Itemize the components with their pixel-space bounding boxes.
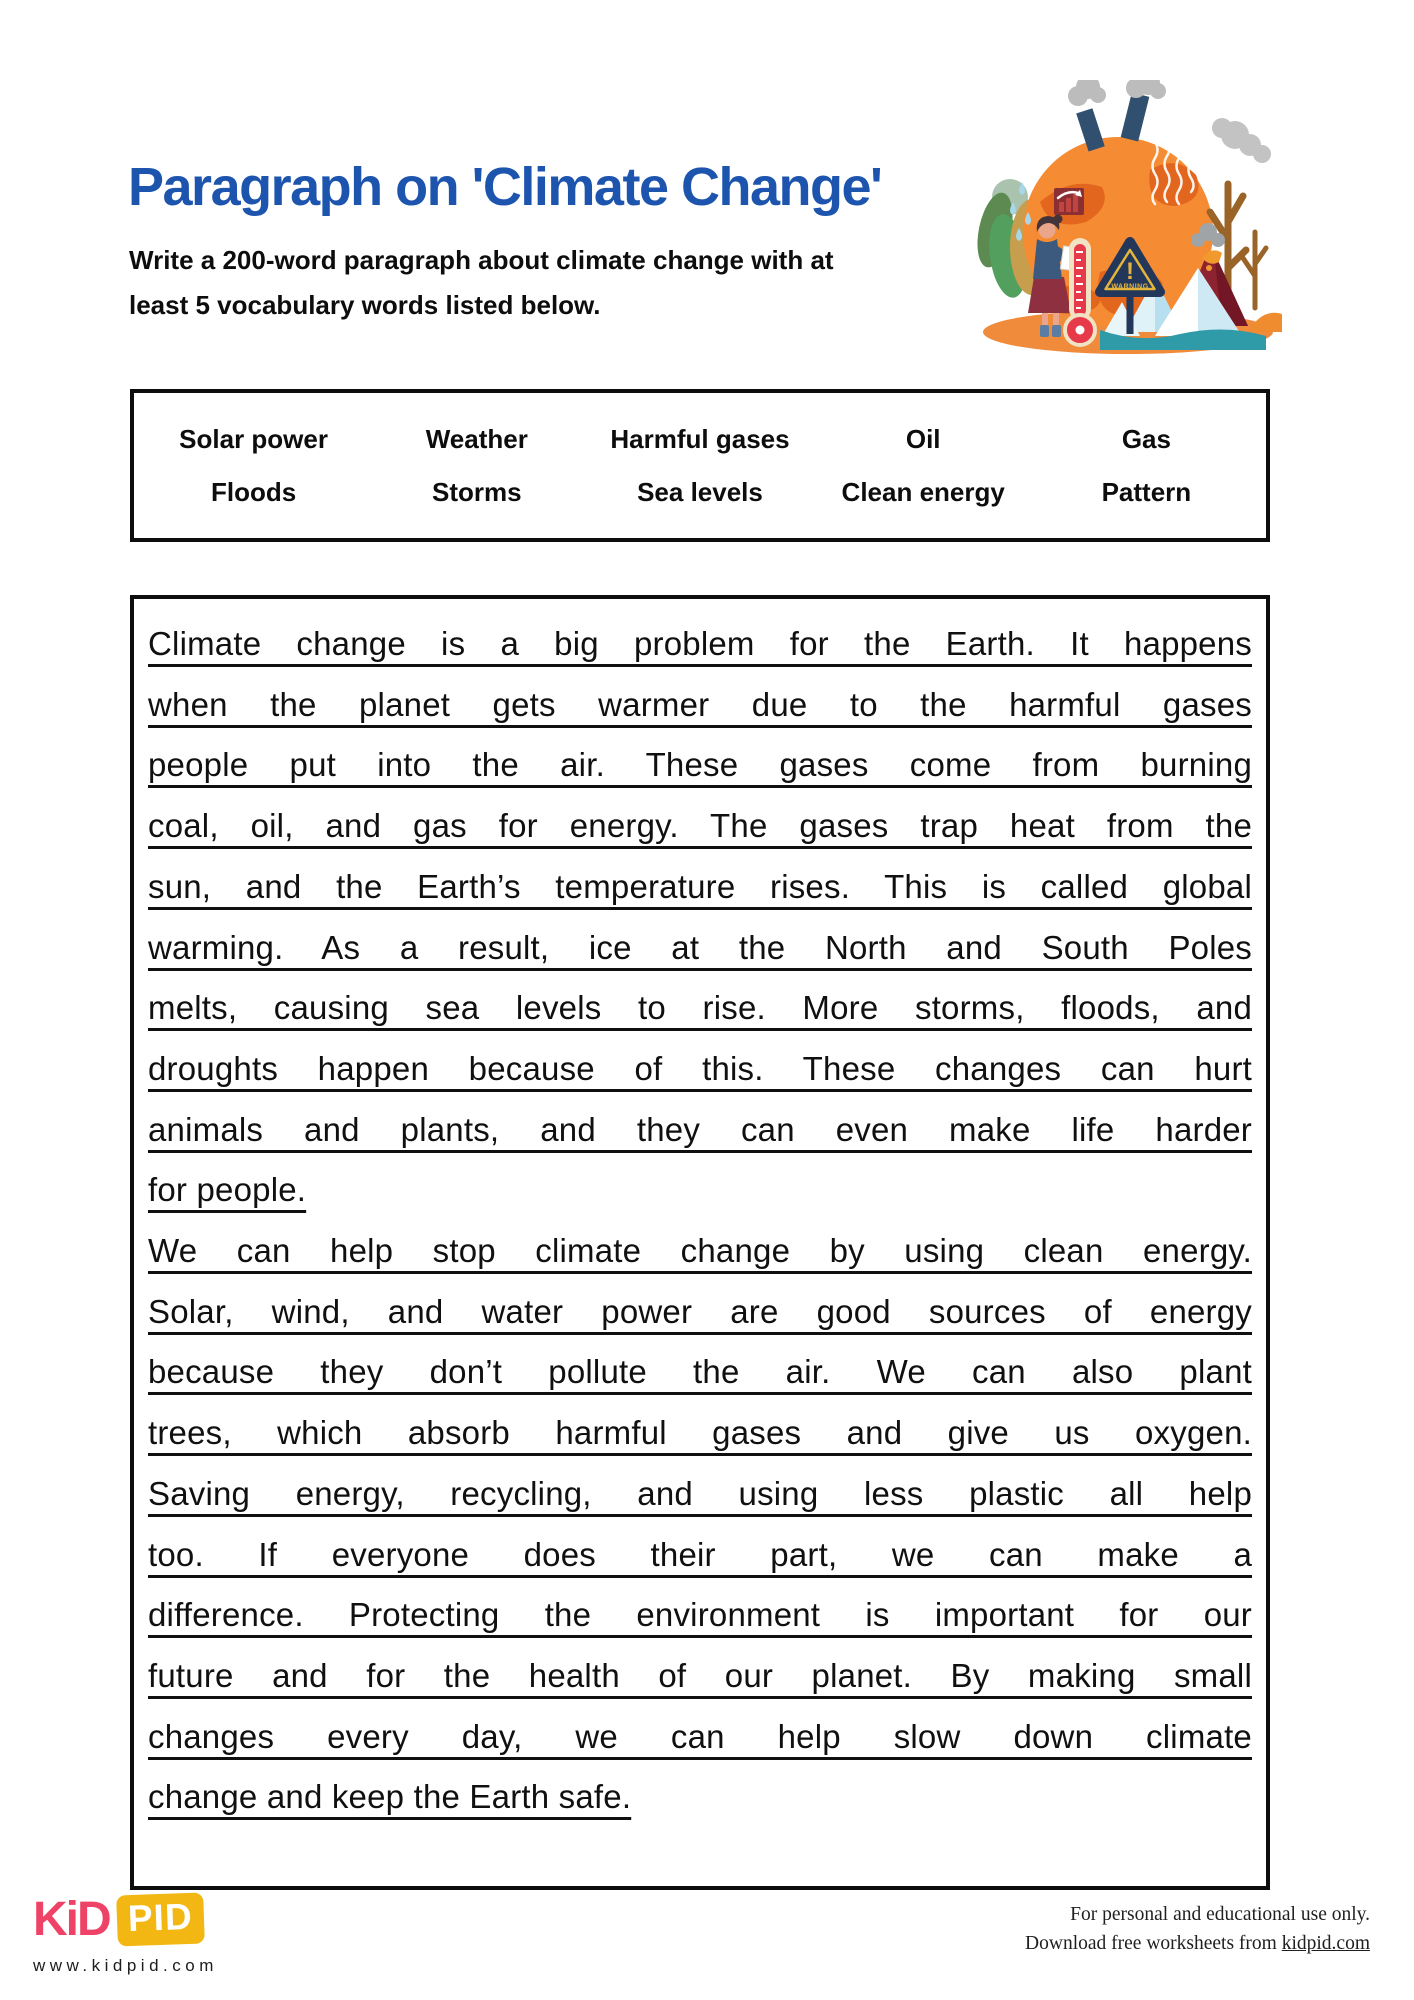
paragraph-line: Solar, wind, and water power are good sources of energy	[148, 1292, 1252, 1330]
usage-note	[1025, 1900, 1370, 1958]
kidpid-logo	[33, 1892, 218, 1976]
vocabulary-word: Clean energy	[841, 476, 1005, 507]
instructions-line-2: least 5 vocabulary words listed below.	[129, 290, 601, 320]
warning-exclamation: !	[1126, 258, 1134, 285]
vocabulary-word: Pattern	[1101, 476, 1192, 507]
usage-note-line-2-prefix: Download free worksheets from	[1025, 1933, 1282, 1954]
vocabulary-grid	[134, 393, 1266, 538]
paragraph-line: people put into the air. These gases come from burning	[148, 746, 1252, 784]
thermometer-icon	[1065, 238, 1095, 345]
paragraph-line: for people.	[148, 1171, 307, 1209]
vocabulary-box	[130, 389, 1270, 542]
instructions	[129, 238, 834, 328]
logo-pid-badge: PID	[116, 1893, 204, 1947]
kidpid-link[interactable]: kidpid.com	[1281, 1933, 1370, 1954]
paragraph-line: when the planet gets warmer due to the harmful gases	[148, 685, 1252, 723]
instructions-line-1: Write a 200-word paragraph about climate change with at	[129, 245, 834, 275]
paragraph-line: Climate change is a big problem for the Earth. It happens	[148, 625, 1252, 662]
vocabulary-word: Sea levels	[637, 476, 763, 507]
paragraph-line: trees, which absorb harmful gases and give us oxygen.	[148, 1414, 1252, 1452]
paragraph-line: because they don’t pollute the air. We can also plant	[148, 1353, 1252, 1391]
usage-note-line-1: For personal and educational use only.	[1070, 1904, 1370, 1925]
paragraph-line: We can help stop climate change by using clean energy.	[148, 1232, 1252, 1270]
vocabulary-word: Gas	[1121, 423, 1171, 454]
paragraph-line: too. If everyone does their part, we can make a	[148, 1535, 1252, 1573]
rising-chart-icon	[1054, 188, 1084, 215]
vocabulary-word: Solar power	[179, 423, 328, 454]
paragraph-line: difference. Protecting the environment is important for our	[148, 1596, 1252, 1634]
warning-label: WARNING	[1111, 283, 1149, 291]
vocabulary-word: Harmful gases	[610, 423, 790, 454]
paragraph-line: coal, oil, and gas for energy. The gases trap heat from the	[148, 807, 1252, 845]
paragraph-line: change and keep the Earth safe.	[148, 1778, 632, 1816]
climate-change-illustration	[950, 80, 1290, 362]
paragraph-box	[130, 595, 1270, 1890]
logo-website-text: www.kidpid.com	[33, 1956, 218, 1975]
paragraph-lines	[148, 614, 1252, 1828]
paragraph-line: Saving energy, recycling, and using less plastic all help	[148, 1474, 1252, 1512]
paragraph-line: sun, and the Earth’s temperature rises. This is called global	[148, 867, 1252, 905]
vocabulary-word: Weather	[425, 423, 528, 454]
paragraph-line: warming. As a result, ice at the North and South Poles	[148, 928, 1252, 966]
vocabulary-word: Oil	[905, 423, 941, 454]
paragraph-line: future and for the health of our planet. By making small	[148, 1656, 1252, 1694]
paragraph-line: melts, causing sea levels to rise. More storms, floods, and	[148, 989, 1252, 1027]
paragraph-line: animals and plants, and they can even make life harder	[148, 1110, 1252, 1148]
usage-note-line-2	[1025, 1929, 1370, 1958]
paragraph-line: changes every day, we can help slow down climate	[148, 1717, 1252, 1755]
paragraph-line: droughts happen because of this. These changes can hurt	[148, 1049, 1252, 1087]
vocabulary-word: Floods	[210, 476, 297, 507]
logo-kid-text: KiD	[33, 1893, 110, 1946]
page-title: Paragraph on 'Climate Change'	[128, 157, 882, 217]
vocabulary-word: Storms	[432, 476, 522, 507]
